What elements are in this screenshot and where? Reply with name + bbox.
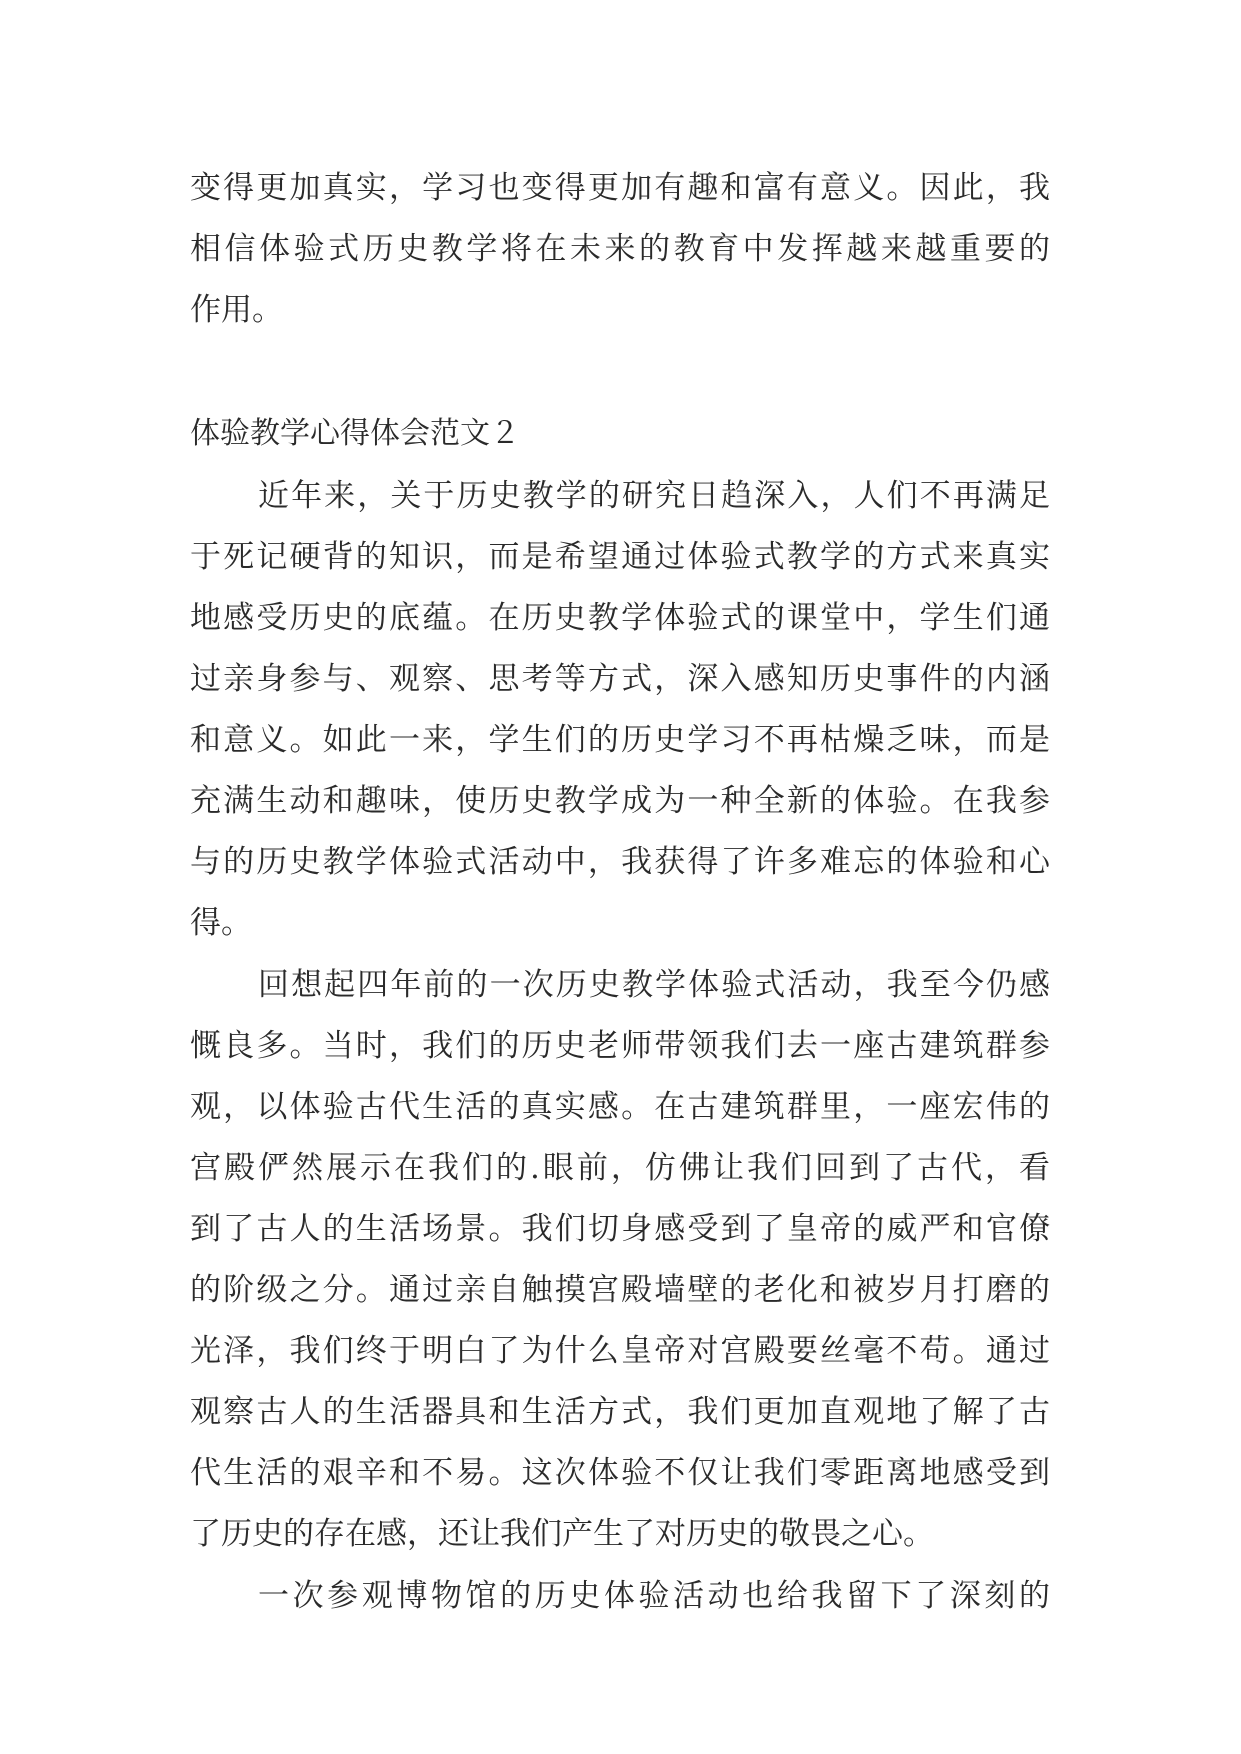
paragraph-line: 宫殿俨然展示在我们的.眼前，仿佛让我们回到了古代，看 — [190, 1150, 1050, 1186]
intro-line: 作用。 — [190, 292, 283, 328]
paragraph-line: 光泽，我们终于明白了为什么皇帝对宫殿要丝毫不苟。通过 — [190, 1333, 1050, 1369]
paragraph-line: 观察古人的生活器具和生活方式，我们更加直观地了解了古 — [190, 1394, 1050, 1430]
intro-line: 相信体验式历史教学将在未来的教育中发挥越来越重要的 — [190, 231, 1050, 267]
paragraph-line: 的阶级之分。通过亲自触摸宫殿墙壁的老化和被岁月打磨的 — [190, 1272, 1050, 1308]
paragraph-line: 和意义。如此一来，学生们的历史学习不再枯燥乏味，而是 — [190, 722, 1050, 758]
paragraph-line: 于死记硬背的知识，而是希望通过体验式教学的方式来真实 — [190, 539, 1050, 575]
paragraph-line: 代生活的艰辛和不易。这次体验不仅让我们零距离地感受到 — [190, 1455, 1050, 1491]
paragraph-line: 慨良多。当时，我们的历史老师带领我们去一座古建筑群参 — [190, 1028, 1050, 1064]
paragraph-line: 得。 — [190, 905, 252, 941]
paragraph-line: 观，以体验古代生活的真实感。在古建筑群里，一座宏伟的 — [190, 1089, 1050, 1125]
section-heading: 体验教学心得体会范文２ — [190, 416, 520, 451]
paragraph-line: 地感受历史的底蕴。在历史教学体验式的课堂中，学生们通 — [190, 600, 1050, 636]
paragraph-line: 一次参观博物馆的历史体验活动也给我留下了深刻的 — [258, 1578, 1050, 1614]
paragraph-line: 过亲身参与、观察、思考等方式，深入感知历史事件的内涵 — [190, 661, 1050, 697]
paragraph-line: 了历史的存在感，还让我们产生了对历史的敬畏之心。 — [190, 1516, 934, 1552]
paragraph-line: 回想起四年前的一次历史教学体验式活动，我至今仍感 — [258, 967, 1050, 1003]
paragraph-line: 到了古人的生活场景。我们切身感受到了皇帝的威严和官僚 — [190, 1211, 1050, 1247]
paragraph-line: 近年来，关于历史教学的研究日趋深入，人们不再满足 — [258, 478, 1050, 514]
paragraph-line: 与的历史教学体验式活动中，我获得了许多难忘的体验和心 — [190, 844, 1050, 880]
intro-line: 变得更加真实，学习也变得更加有趣和富有意义。因此，我 — [190, 170, 1050, 206]
paragraph-line: 充满生动和趣味，使历史教学成为一种全新的体验。在我参 — [190, 783, 1050, 819]
